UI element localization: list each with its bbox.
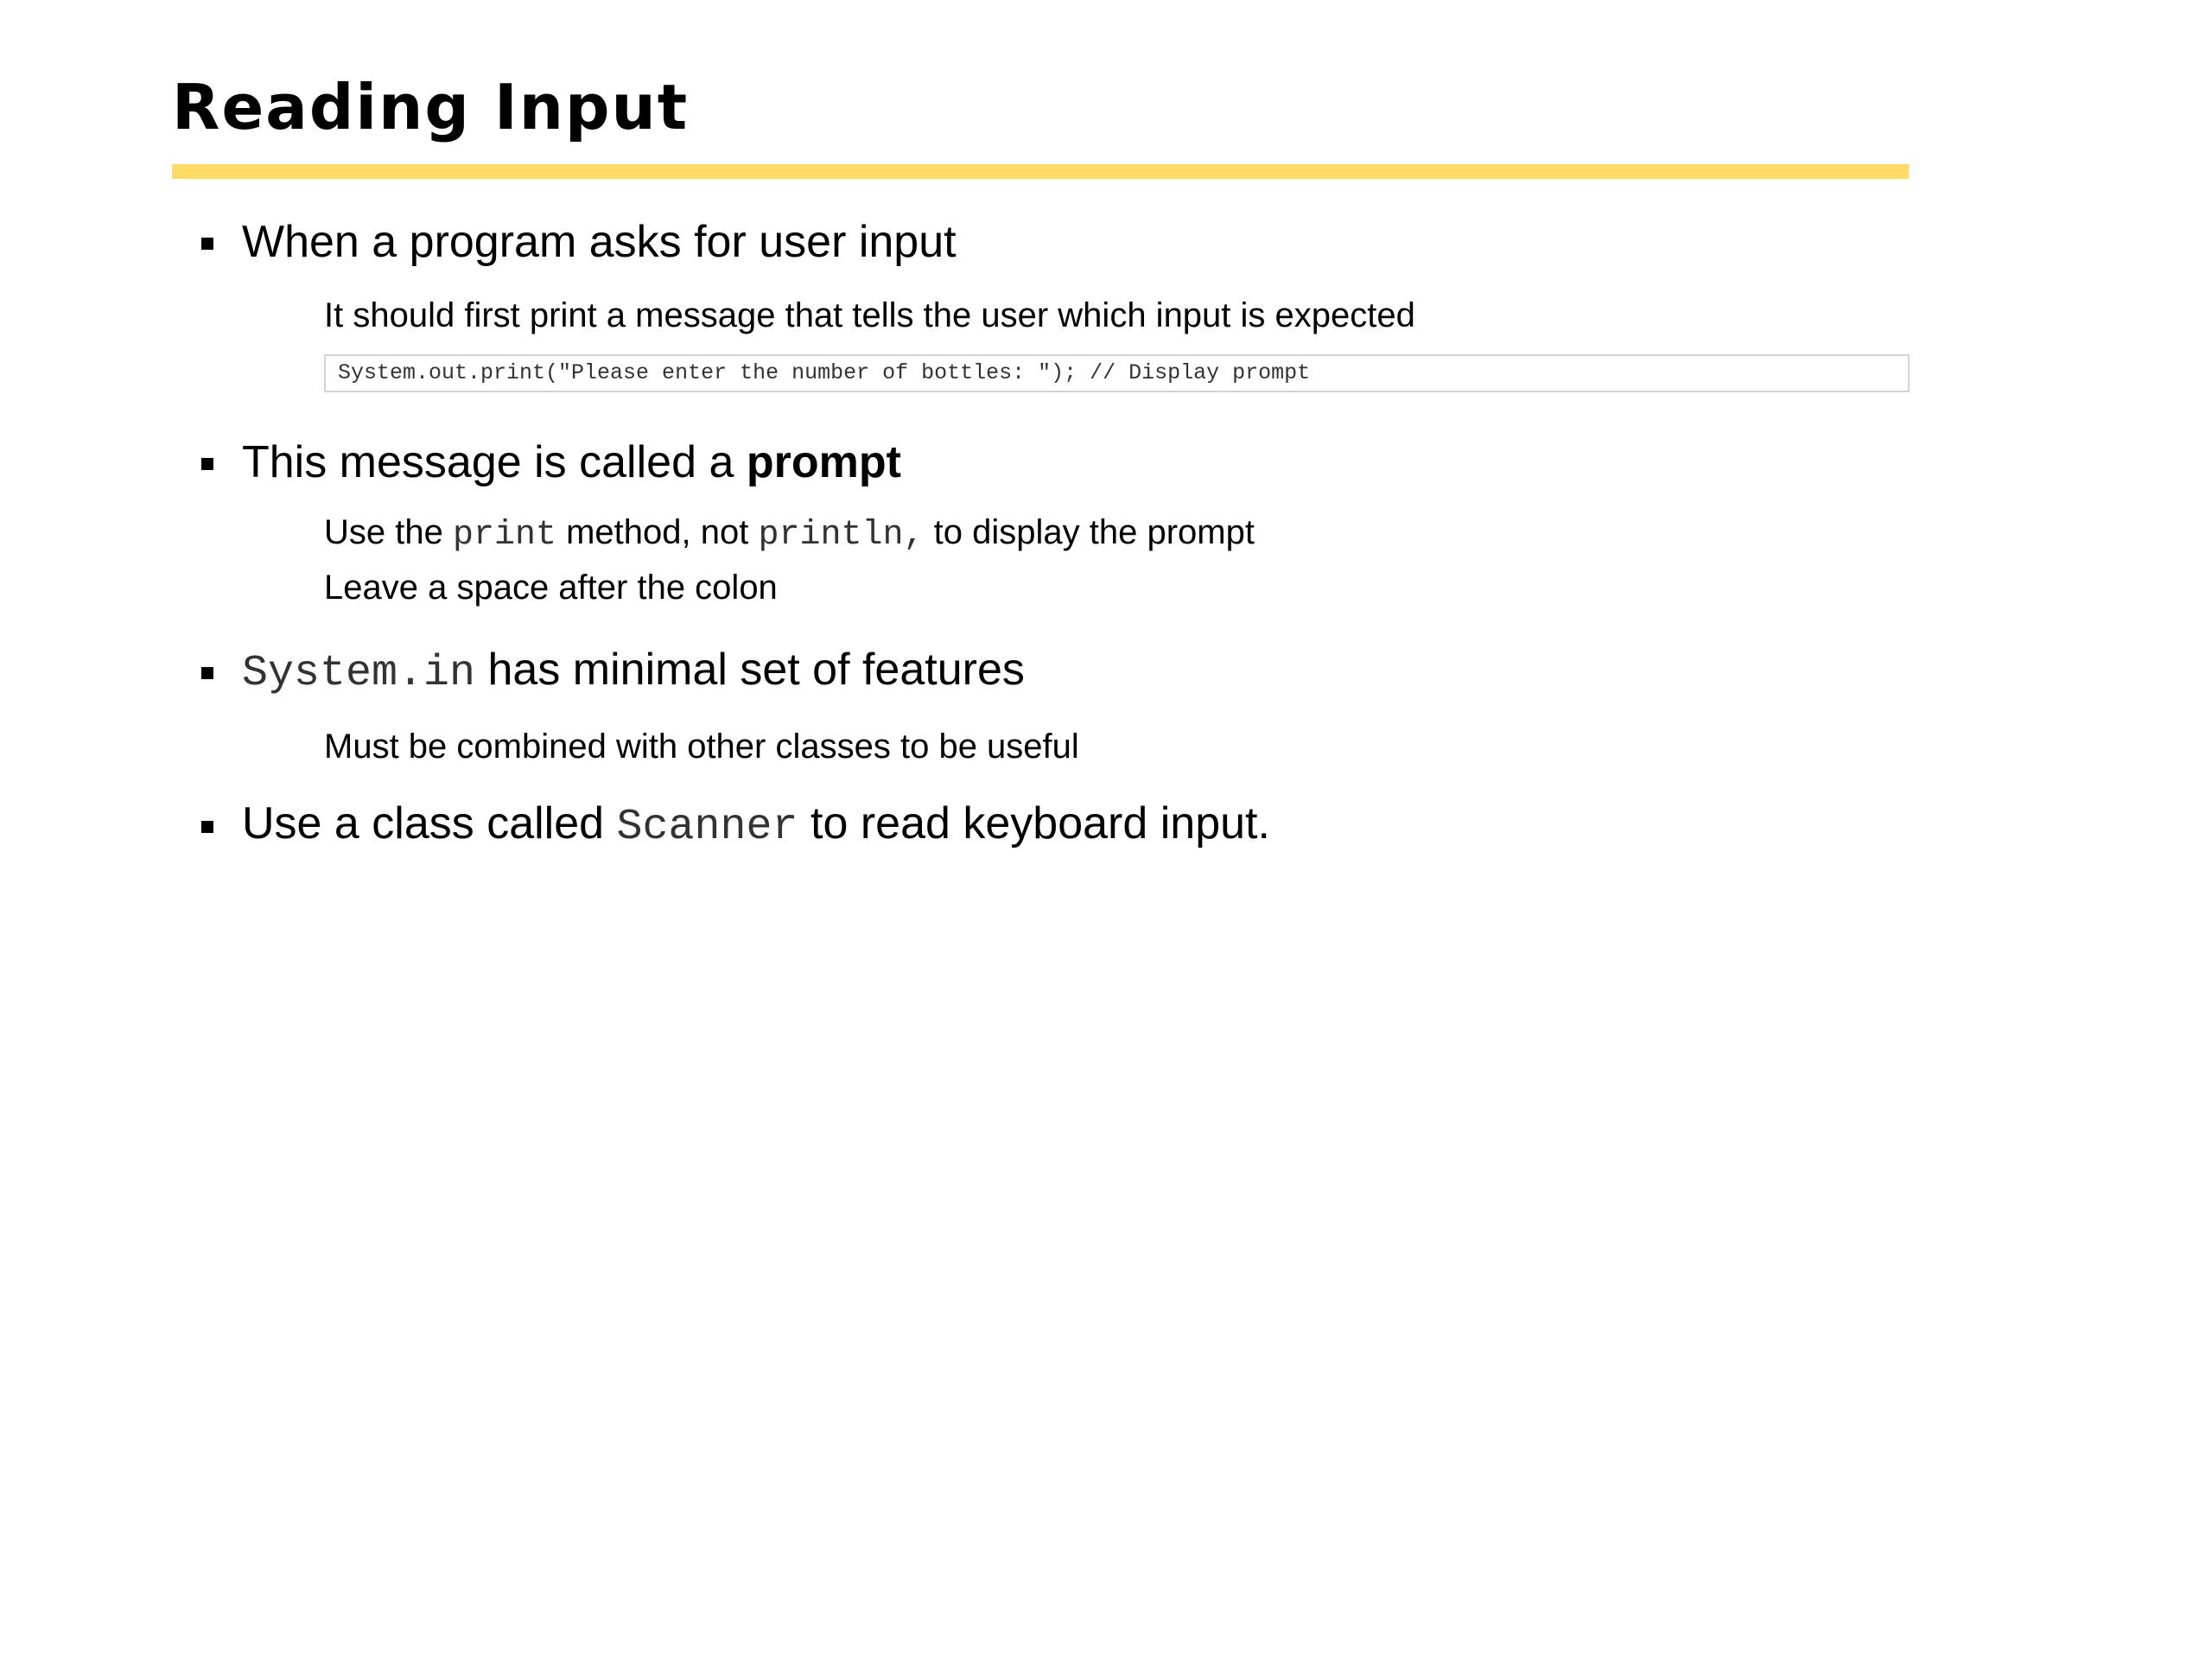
bullet-text: [242, 437, 901, 487]
sub-text: method, not: [556, 513, 759, 551]
prompt-term: prompt: [746, 437, 901, 487]
bullet-text-content: Use a class called: [242, 798, 617, 849]
bullet-text-content: has minimal set of features: [475, 645, 1025, 695]
bullet-marker: [201, 667, 213, 679]
bullet-text: [242, 217, 957, 267]
sub-bullet-text: [324, 515, 1255, 553]
bullet-text-content: to read keyboard input.: [798, 798, 1270, 849]
slide-title: Reading Input: [172, 71, 690, 143]
bullet-text: [242, 798, 1270, 852]
inline-code-system-in: System.in: [242, 649, 476, 698]
inline-code-print: print: [452, 516, 556, 555]
bullet-marker: [201, 458, 213, 470]
sub-bullet-text: It should first print a message that tells the user which input is expected: [324, 296, 1415, 334]
code-snippet: System.out.print("Please enter the number of bottles: "); // Display prompt: [324, 354, 1910, 392]
bullet-marker: [201, 821, 213, 833]
title-underline: [172, 164, 1909, 179]
inline-code-scanner: Scanner: [616, 803, 798, 852]
sub-text: to display the prompt: [924, 513, 1255, 551]
inline-code-println: println,: [758, 516, 925, 555]
sub-bullet-text: Leave a space after the colon: [324, 569, 778, 607]
bullet-text: [242, 647, 1025, 696]
sub-text: Use the: [324, 513, 453, 551]
bullet-text-content: This message is called a: [242, 437, 747, 487]
bullet-marker: [201, 238, 213, 250]
sub-bullet-text: Must be combined with other classes to be useful: [324, 728, 1079, 766]
bullet-text-content: When a program asks for user input: [242, 217, 957, 267]
